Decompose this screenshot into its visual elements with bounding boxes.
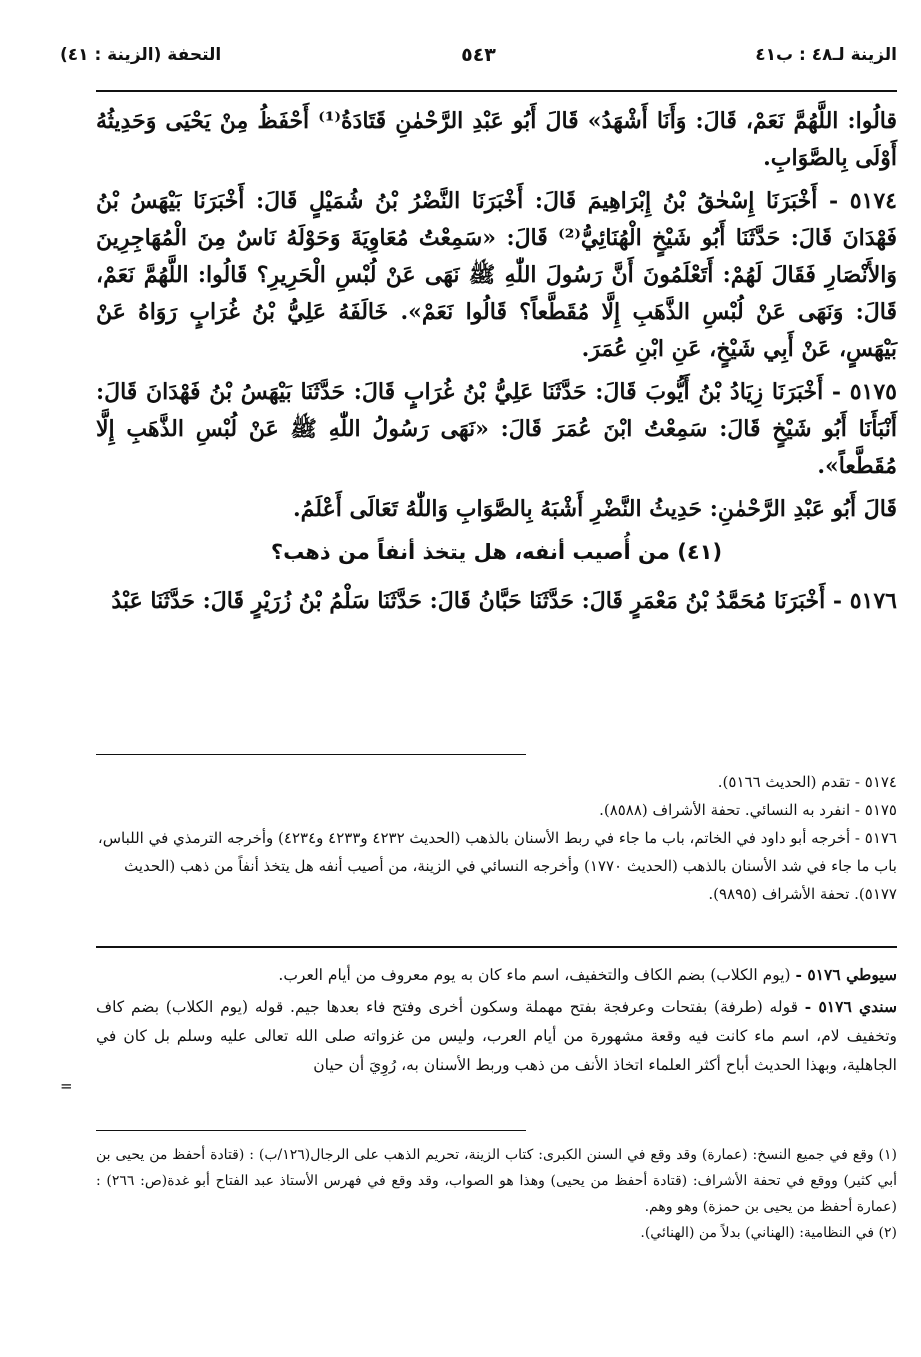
header-left-label: التحفة (الزينة : ٤١) xyxy=(60,45,222,65)
sindi-text: قوله (طرفة) بفتحات وعرفجة بفتح مهملة وسكون أخرى وفتح فاء بعدها جيم. قوله (يوم الكلاب) بضم كاف وتخفيف لام، اسم ماء كانت فيه وقعة مشهورة من أيام العرب، وليس من غزواته صلى الله تعالى عليه وسلم بل كان في الجاهلية، وبهذا الحديث أباح أكثر العلماء اتخاذ الأنف من ذهب وربط الأسنان به، رُوِيَ أن حيان xyxy=(96,998,897,1074)
footnotes xyxy=(96,1142,897,1246)
main-text xyxy=(96,103,897,626)
hadith-5174: ٥١٧٤ - أَخْبَرَنَا إِسْحٰقُ بْنُ إِبْرَاهِيمَ قَالَ: أَخْبَرَنَا النَّضْرُ بْنُ شُمَيْلٍ قَالَ: أَخْبَرَنَا بَيْهَسُ بْنُ فَهْدَانَ قَالَ: حَدَّثَنَا أَبُو شَيْخٍ الْهُنَائِيُّ⁽²⁾ قَالَ: «سَمِعْتُ مُعَاوِيَةَ وَحَوْلَهُ نَاسٌ مِنَ الْمُهَاجِرِينَ وَالأَنْصَارِ فَقَالَ لَهُمْ: أَتَعْلَمُونَ أَنَّ رَسُولَ اللّٰهِ ﷺ نَهَى عَنْ لُبْسِ الْحَرِيرِ؟ قَالُوا: اللَّهُمَّ نَعَمْ، قَالَ: وَنَهَى عَنْ لُبْسِ الذَّهَبِ إِلَّا مُقَطَّعاً؟ قَالُوا نَعَمْ». خَالَفَهُ عَلِيُّ بْنُ غُرَابٍ رَوَاهُ عَنْ بَيْهَسٍ، عَنْ أَبِي شَيْخٍ، عَنِ ابْنِ عُمَرَ. xyxy=(96,188,897,362)
author-comment: قَالَ أَبُو عَبْدِ الرَّحْمٰنِ: حَدِيثُ النَّضْرِ أَشْبَهُ بِالصَّوَابِ وَاللّٰهُ تَعَالَى أَعْلَمُ. xyxy=(293,496,897,522)
notes-divider xyxy=(96,754,526,755)
sindi-comment xyxy=(96,992,897,1080)
hadith-5176: ٥١٧٦ - أَخْبَرَنَا مُحَمَّدُ بْنُ مَعْمَرٍ قَالَ: حَدَّثَنَا حَبَّانُ قَالَ: حَدَّثَنَا سَلْمُ بْنُ زُرَيْرٍ قَالَ: حَدَّثَنَا عَبْدُ xyxy=(111,588,897,614)
commentary-divider xyxy=(96,946,897,948)
suyuti-comment xyxy=(96,960,897,990)
sindi-label: سندي ٥١٧٦ - xyxy=(804,997,897,1016)
note-5174: ٥١٧٤ - تقدم (الحديث ٥١٦٦). xyxy=(717,773,897,791)
header-right-label: الزينة لـ٤٨ : ب٤١ xyxy=(755,45,897,65)
suyuti-label: سيوطي ٥١٧٦ - xyxy=(795,965,897,984)
suyuti-text: (يوم الكلاب) بضم الكاف والتخفيف، اسم ماء كان به يوم معروف من أيام العرب. xyxy=(278,966,791,984)
page-number: ٥٤٣ xyxy=(461,44,496,66)
footnote-2: (٢) في النظامية: (الهناني) بدلاً من (الهنائي). xyxy=(640,1225,897,1241)
commentary-section xyxy=(96,960,897,1082)
note-5175: ٥١٧٥ - انفرد به النسائي. تحفة الأشراف (٨٥٨٨). xyxy=(599,801,897,819)
note-5176: ٥١٧٦ - أخرجه أبو داود في الخاتم، باب ما جاء في ربط الأسنان بالذهب (الحديث ٤٢٣٢ و٤٢٣٣ و٤٢٣٤) وأخرجه الترمذي في اللباس، باب ما جاء في شد الأسنان بالذهب (الحديث ١٧٧٠) وأخرجه النسائي في الزينة، من أصيب أنفه هل يتخذ أنفاً من ذهب (الحديث ٥١٧٧). تحفة الأشراف (٩٨٩٥). xyxy=(97,829,897,903)
continuation-mark: = xyxy=(60,1077,73,1095)
footnote-1: (١) وقع في جميع النسخ: (عمارة) وقد وقع في السنن الكبرى: كتاب الزينة، تحريم الذهب على الرجال(١٢٦/ب) : (قتادة أحفظ من يحيى بن أبي كثير) ووقع في تحفة الأشراف: (قتادة أحفظ من يحيى) وهذا هو الصواب، وقد وقع في فهرس الأستاذ عبد الفتاح أبو غدة(ص: ٢٦٦) : (عمارة أحفظ من يحيى بن حمزة) وهو وهم. xyxy=(96,1147,897,1215)
hadith-5175: ٥١٧٥ - أَخْبَرَنَا زِيَادُ بْنُ أَيُّوبَ قَالَ: حَدَّثَنَا عَلِيُّ بْنُ غُرَابٍ قَالَ: حَدَّثَنَا بَيْهَسُ بْنُ فَهْدَانَ قَالَ: أَنْبَأَنَا أَبُو شَيْخٍ قَالَ: سَمِعْتُ ابْنَ عُمَرَ قَالَ: «نَهَى رَسُولُ اللّٰهِ ﷺ عَنْ لُبْسِ الذَّهَبِ إِلَّا مُقَطَّعاً». xyxy=(96,379,897,479)
footnotes-divider xyxy=(96,1130,526,1131)
page-header xyxy=(60,40,897,70)
main-paragraph-1: قالُوا: اللَّهُمَّ نَعَمْ، قَالَ: وَأَنَا أَشْهَدُ» قَالَ أَبُو عَبْدِ الرَّحْمٰنِ قَتَادَةُ⁽¹⁾ أَحْفَظُ مِنْ يَحْيَى وَحَدِيثُهُ أَوْلَى بِالصَّوَابِ. xyxy=(96,108,898,171)
chapter-heading: (٤١) من أُصيب أنفه، هل يتخذ أنفاً من ذهب؟ xyxy=(270,540,723,564)
header-divider xyxy=(96,90,897,92)
takhrij-notes xyxy=(96,768,897,908)
